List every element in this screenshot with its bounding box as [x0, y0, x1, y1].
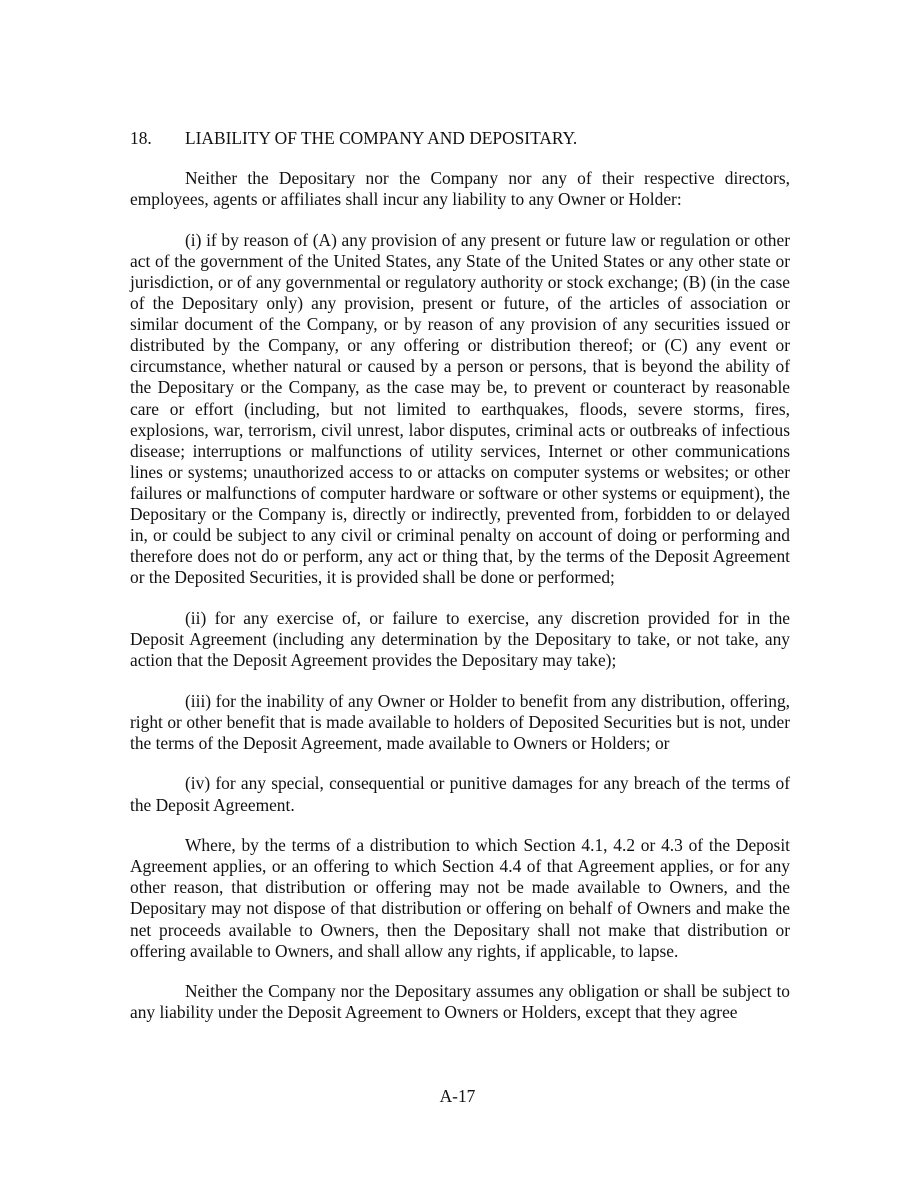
page-number: A-17: [439, 1086, 476, 1106]
paragraph-intro: Neither the Depositary nor the Company nor any of their respective directors, employees, agents or affiliates shall incur any liability to any Owner or Holder:: [130, 168, 790, 210]
section-number: 18.: [130, 128, 152, 148]
paragraph-clause-i: (i) if by reason of (A) any provision of any present or future law or regulation or other act of the government of the United States, any State of the United States or any other state or jurisdiction, or of any governmental or regulatory authority or stock exchange; (B) (in the case of the Depositary only) any provision, present or future, of the articles of association or similar document of the Company, or by reason of any provision of any securities issued or distributed by the Company, or any offering or distribution thereof; or (C) any event or circumstance, whether natural or caused by a person or persons, that is beyond the ability of the Depositary or the Company, as the case may be, to prevent or counteract by reasonable care or effort (including, but not limited to earthquakes, floods, severe storms, fires, explosions, war, terrorism, civil unrest, labor disputes, criminal acts or outbreaks of infectious disease; interruptions or malfunctions of utility services, Internet or other communications lines or systems; unauthorized access to or attacks on computer systems or websites; or other failures or malfunctions of computer hardware or software or other systems or equipment), the Depositary or the Company is, directly or indirectly, prevented from, forbidden to or delayed in, or could be subject to any civil or criminal penalty on account of doing or performing and therefore does not do or perform, any act or thing that, by the terms of the Deposit Agreement or the Deposited Securities, it is provided shall be done or performed;: [130, 229, 790, 588]
paragraph-clause-ii: (ii) for any exercise of, or failure to exercise, any discretion provided for in the Deposit Agreement (including any determination by the Depositary to take, or not take, any action that the Deposit Agreement provides the Depositary may take);: [130, 607, 790, 671]
paragraph-distribution: Where, by the terms of a distribution to which Section 4.1, 4.2 or 4.3 of the Deposit Agreement applies, or an offering to which Section 4.4 of that Agreement applies, or for any other reason, that distribution or offering may not be made available to Owners, and the Depositary may not dispose of that distribution or offering on behalf of Owners and make the net proceeds available to Owners, then the Depositary shall not make that distribution or offering available to Owners, and shall allow any rights, if applicable, to lapse.: [130, 835, 790, 961]
paragraph-clause-iii: (iii) for the inability of any Owner or Holder to benefit from any distribution, offering, right or other benefit that is made available to holders of Deposited Securities but is not, under the terms of the Deposit Agreement, made available to Owners or Holders; or: [130, 690, 790, 753]
paragraph-clause-iv: (iv) for any special, consequential or punitive damages for any breach of the terms of the Deposit Agreement.: [130, 773, 790, 815]
document-page: [130, 128, 790, 1043]
section-heading: [130, 128, 790, 149]
paragraph-obligation: Neither the Company nor the Depositary assumes any obligation or shall be subject to any liability under the Deposit Agreement to Owners or Holders, except that they agree: [130, 981, 790, 1023]
section-title: LIABILITY OF THE COMPANY AND DEPOSITARY.: [185, 128, 578, 148]
